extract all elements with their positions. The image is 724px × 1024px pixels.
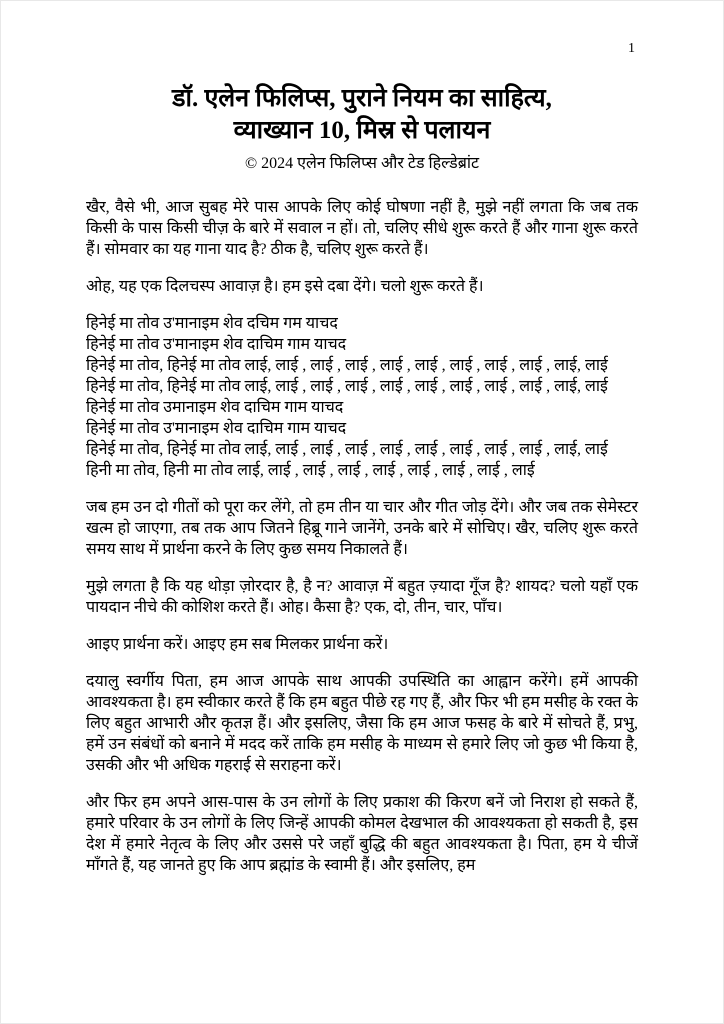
song-line: हिनेई मा तोव, हिनेई मा तोव लाई, लाई , लाई , लाई , लाई , लाई , लाई , लाई , लाई , लाई, लाई	[86, 378, 608, 395]
paragraph-songs-plan: जब हम उन दो गीतों को पूरा कर लेंगे, तो हम तीन या चार और गीत जोड़ देंगे। और जब तक सेमेस्टर खत्म हो जाएगा, तब तक आप जितने हिब्रू गाने जानेंगे, उनके बारे में सोचिए। खैर, चलिए शुरू करते समय साथ में प्रार्थना करने के लिए कुछ समय निकालते हैं।	[86, 499, 638, 558]
document-body	[86, 197, 638, 876]
page-number: 1	[628, 41, 635, 56]
title-line-2: व्याख्यान 10, मिस्र से पलायन	[233, 117, 491, 144]
paragraph-prayer-2: और फिर हम अपने आस-पास के उन लोगों के लिए प्रकाश की किरण बनें जो निराश हो सकते हैं, हमारे परिवार के उन लोगों के लिए जिन्हें आपकी कोमल देखभाल की आवश्यकता हो सकती है, इस देश में हमारे नेतृत्व के लिए और उससे परे जहाँ बुद्धि की बहुत आवश्यकता है। पिता, हम ये चीजें माँगते हैं, यह जानते हुए कि आप ब्रह्मांड के स्वामी हैं। और इसलिए, हम	[86, 794, 638, 874]
song-line: हिनेई मा तोव उ'मानाइम शेव दचिम गम याचद	[86, 315, 338, 332]
paragraph-prayer-1: दयालु स्वर्गीय पिता, हम आज आपके साथ आपकी उपस्थिति का आह्वान करेंगे। हमें आपकी आवश्यकता है। हम स्वीकार करते हैं कि हम बहुत पीछे रह गए हैं, और फिर भी हम मसीह के रक्त के लिए बहुत आभारी और कृतज्ञ हैं। और इसलिए, जैसा कि हम आज फसह के बारे में सोचते हैं, प्रभु, हमें उन संबंधों को बनाने में मदद करें ताकि हम मसीह के माध्यम से हमारे लिए जो कुछ भी किया है, उसकी और भी अधिक गहराई से सराहना करें।	[86, 673, 638, 774]
paragraph-greeting: खैर, वैसे भी, आज सुबह मेरे पास आपके लिए कोई घोषणा नहीं है, मुझे नहीं लगता कि जब तक किसी के पास किसी चीज़ के बारे में सवाल न हों। तो, चलिए सीधे शुरू करते हैं और गाना शुरू करते हैं। सोमवार का यह गाना याद है? ठीक है, चलिए शुरू करते हैं।	[86, 199, 638, 258]
song-line: हिनेई मा तोव, हिनेई मा तोव लाई, लाई , लाई , लाई , लाई , लाई , लाई , लाई , लाई , लाई, लाई	[86, 357, 608, 374]
song-line: हिनी मा तोव, हिनी मा तोव लाई, लाई , लाई , लाई , लाई , लाई , लाई , लाई , लाई	[86, 462, 535, 479]
paragraph-prayer-invite: आइए प्रार्थना करें। आइए हम सब मिलकर प्रार्थना करें।	[86, 636, 389, 653]
document-title	[86, 83, 638, 147]
copyright-line: © 2024 एलेन फिलिप्स और टेड हिल्डेब्रांट	[244, 155, 480, 172]
song-line: हिनेई मा तोव, हिनेई मा तोव लाई, लाई , लाई , लाई , लाई , लाई , लाई , लाई , लाई , लाई, लाई	[86, 441, 608, 458]
paragraph-voice-remark: ओह, यह एक दिलचस्प आवाज़ है। हम इसे दबा देंगे। चलो शुरू करते हैं।	[86, 278, 484, 295]
song-lyrics	[86, 313, 638, 481]
song-line: हिनेई मा तोव उमानाइम शेव दाचिम गाम याचद	[86, 399, 344, 416]
title-line-1: डॉ. एलेन फिलिप्स, पुराने नियम का साहित्य,	[172, 85, 552, 112]
paragraph-sound-check: मुझे लगता है कि यह थोड़ा ज़ोरदार है, है न? आवाज़ में बहुत ज़्यादा गूँज है? शायद? चलो यहाँ एक पायदान नीचे की कोशिश करते हैं। ओह। कैसा है? एक, दो, तीन, चार, पाँच।	[86, 578, 638, 616]
song-line: हिनेई मा तोव उ'मानाइम शेव दाचिम गाम याचद	[86, 420, 347, 437]
song-line: हिनेई मा तोव उ'मानाइम शेव दाचिम गाम याचद	[86, 336, 347, 353]
